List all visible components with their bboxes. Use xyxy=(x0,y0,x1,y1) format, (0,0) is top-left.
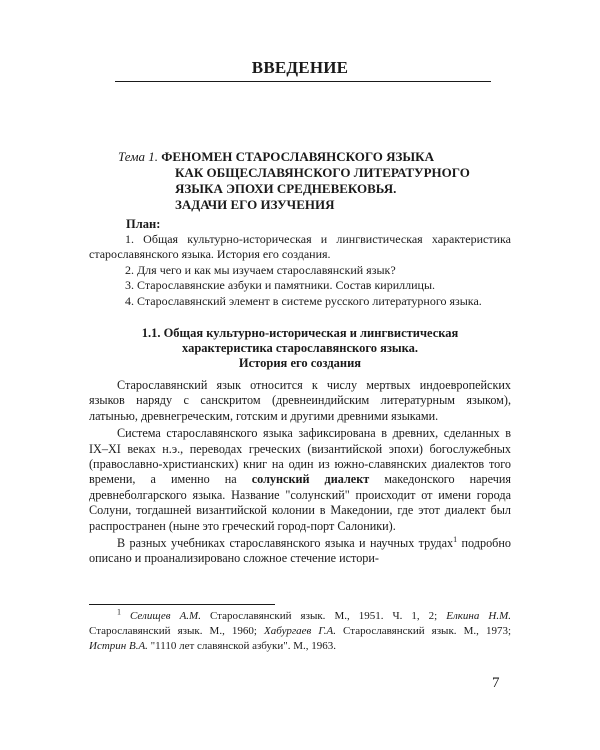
section-heading-line-1: 1.1. Общая культурно-историческая и лингвистическая xyxy=(141,326,459,340)
topic-heading xyxy=(118,149,498,213)
footnote-author-4: Истрин В.А. xyxy=(89,639,148,652)
paragraph-3 xyxy=(89,536,511,567)
paragraph-2-text-b: македонского наречия древнеболгарского языка. Название "солунский" происходит от имени города Солуни, тогдашней византийской колонии в Македонии, где этот диалект был распространен (ныне это греческий город-порт Салоники). xyxy=(89,472,511,533)
section-heading-line-2: характеристика старославянского языка. xyxy=(181,341,419,355)
paragraph-3-text-b: подробно описано и проанализировано сложное стечение истори- xyxy=(89,536,511,566)
paragraph-2 xyxy=(89,426,511,534)
paragraph-3-text-a: В разных учебниках старославянского языка и научных трудах xyxy=(117,536,454,551)
footnote-author-1: Селищев А.М. xyxy=(130,610,201,622)
footnote-ref-3: Старославянский язык. М., 1973; xyxy=(336,624,511,637)
footnote-separator xyxy=(89,604,275,605)
footnote xyxy=(89,609,511,653)
footnote-reference: 1 xyxy=(453,535,458,544)
plan-list xyxy=(89,232,511,309)
footnote-author-3: Хабургаев Г.А. xyxy=(264,624,336,637)
plan-heading: План: xyxy=(126,217,161,231)
topic-title-line-1: ФЕНОМЕН СТАРОСЛАВЯНСКОГО ЯЗЫКА xyxy=(161,149,434,164)
topic-title-line-2: КАК ОБЩЕСЛАВЯНСКОГО ЛИТЕРАТУРНОГО xyxy=(175,165,470,180)
topic-title-line-4: ЗАДАЧИ ЕГО ИЗУЧЕНИЯ xyxy=(175,197,335,212)
plan-item-3: 3. Старославянские азбуки и памятники. Состав кириллицы. xyxy=(125,278,436,293)
chapter-title-underline xyxy=(115,81,491,82)
body-text xyxy=(89,378,511,569)
footnote-text xyxy=(89,609,511,653)
footnote-ref-2: Старославянский язык. М., 1960; xyxy=(89,624,264,637)
topic-label: Тема 1. xyxy=(118,149,159,164)
plan-item-4: 4. Старославянский элемент в системе русского литературного языка. xyxy=(125,293,482,308)
plan-item-2: 2. Для чего и как мы изучаем старославянский язык? xyxy=(125,262,396,277)
footnote-ref-1: Старославянский язык. М., 1951. Ч. 1, 2; xyxy=(200,610,447,622)
footnote-ref-4: "1110 лет славянской азбуки". М., 1963. xyxy=(147,639,336,652)
page-number: 7 xyxy=(492,675,500,691)
footnote-marker: 1 xyxy=(117,607,121,617)
section-heading xyxy=(89,326,511,371)
paragraph-1: Старославянский язык относится к числу мертвых индоевропейских языков наряду с санскритом (древнеиндийским литературным языком), латынью, древнегреческим, готским и другими древними языками. xyxy=(89,378,511,423)
section-heading-line-3: История его создания xyxy=(238,356,362,370)
chapter-title: ВВЕДЕНИЕ xyxy=(251,58,349,77)
paragraph-2-text-a: Система старославянского языка зафиксирована в древних, сделанных в IX–XI веках н.э., переводах греческих (византийской эпохи) богослужебных (православно-христианских) книг на один из южно-славянских диалектов того времени, а именно на xyxy=(89,426,511,487)
plan-item-1: 1. Общая культурно-историческая и лингвистическая характеристика старославянского языка. История его создания. xyxy=(89,232,511,262)
paragraph-2-emphasis: солунский диалект xyxy=(251,472,370,487)
topic-title-line-3: ЯЗЫКА ЭПОХИ СРЕДНЕВЕКОВЬЯ. xyxy=(175,181,397,196)
footnote-author-2: Елкина Н.М. xyxy=(446,610,511,622)
